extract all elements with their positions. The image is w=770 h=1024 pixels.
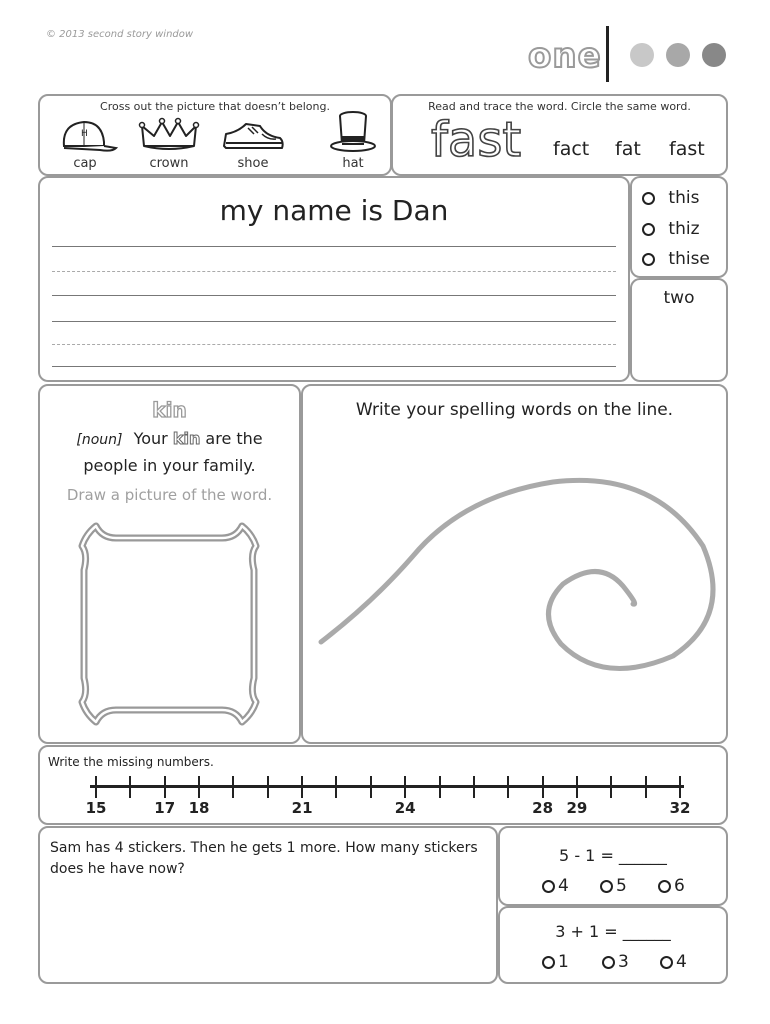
number-line-tick <box>95 776 97 798</box>
picture-cap[interactable] <box>50 116 120 174</box>
vocab-def-post: are the <box>205 429 263 448</box>
picture-label-shoe: shoe <box>237 156 269 171</box>
trace-word-box <box>391 94 728 176</box>
spelling-option-1-text: this <box>668 188 700 208</box>
spelling-choice-box <box>630 176 728 278</box>
day-word: one <box>528 36 602 76</box>
number-line-label: 15 <box>85 799 107 817</box>
number-line-tick <box>335 776 337 798</box>
number-line-tick <box>232 776 234 798</box>
number-line-tick <box>198 776 200 798</box>
number-line-tick <box>267 776 269 798</box>
writing-line-1-top <box>52 246 616 247</box>
vocab-word: kin <box>152 398 187 422</box>
word-choice-1[interactable]: fact <box>553 138 590 160</box>
picture-crown[interactable] <box>134 116 204 174</box>
number-line-box <box>38 745 728 825</box>
picture-hat[interactable] <box>318 108 388 174</box>
writing-line-1-mid <box>52 271 616 272</box>
hat-icon <box>318 108 388 156</box>
math-problem-1-box <box>498 826 728 906</box>
number-line-label: 24 <box>394 799 416 817</box>
writing-line-1-base <box>52 295 616 296</box>
math-2-option-1-text: 1 <box>558 952 569 972</box>
sentence-box <box>38 176 630 382</box>
picture-label-crown: crown <box>149 156 189 171</box>
math-1-option-3[interactable] <box>658 876 685 896</box>
word-problem-line-1: Sam has 4 stickers. Then he gets 1 more. How many stickers <box>50 840 478 856</box>
math-1-option-1-text: 4 <box>558 876 569 896</box>
number-line-tick <box>507 776 509 798</box>
spelling-spiral-box <box>301 384 728 744</box>
math-1-option-3-text: 6 <box>674 876 685 896</box>
number-line-tick <box>610 776 612 798</box>
progress-dot-3 <box>702 43 726 67</box>
number-line-tick <box>439 776 441 798</box>
trace-word-instruction: Read and trace the word. Circle the same word. <box>428 100 691 113</box>
vocab-definition <box>40 426 299 479</box>
copyright-text: © 2013 second story window <box>46 29 194 40</box>
number-line-tick <box>645 776 647 798</box>
drawing-frame[interactable] <box>66 520 272 728</box>
number-line-label: 32 <box>669 799 691 817</box>
trace-word: fast <box>431 112 522 168</box>
word-two: two <box>663 288 695 308</box>
answer-bubble[interactable] <box>542 880 555 893</box>
math-problem-2-box <box>498 906 728 984</box>
number-line-tick <box>679 776 681 798</box>
word-choice-2[interactable]: fat <box>615 138 641 160</box>
vocab-box <box>38 384 301 744</box>
word-choice-3[interactable]: fast <box>669 138 705 160</box>
number-line-tick <box>404 776 406 798</box>
math-1-option-2-text: 5 <box>616 876 627 896</box>
math-2-equation: 3 + 1 = ______ <box>555 922 671 941</box>
spelling-spiral-line[interactable] <box>303 446 726 686</box>
sentence-text: my name is Dan <box>219 194 449 227</box>
spelling-spiral-instruction: Write your spelling words on the line. <box>355 400 674 420</box>
svg-text:H: H <box>81 129 88 139</box>
answer-bubble[interactable] <box>642 253 655 266</box>
word-problem-line-2: does he have now? <box>50 861 185 877</box>
math-2-option-3[interactable] <box>660 952 687 972</box>
picture-label-cap: cap <box>73 156 97 171</box>
answer-bubble[interactable] <box>642 192 655 205</box>
answer-bubble[interactable] <box>660 956 673 969</box>
number-line <box>40 747 726 823</box>
vocab-def-pre: Your <box>133 429 168 448</box>
vocab-def-word: kin <box>172 429 201 448</box>
number-line-axis <box>90 785 684 788</box>
answer-bubble[interactable] <box>642 223 655 236</box>
math-2-option-1[interactable] <box>542 952 569 972</box>
number-line-tick <box>473 776 475 798</box>
math-1-option-1[interactable] <box>542 876 569 896</box>
answer-bubble[interactable] <box>658 880 671 893</box>
picture-label-hat: hat <box>342 156 364 171</box>
progress-dot-2 <box>666 43 690 67</box>
number-line-label: 21 <box>291 799 313 817</box>
number-line-tick <box>576 776 578 798</box>
number-line-tick <box>164 776 166 798</box>
spelling-option-2[interactable] <box>642 219 700 239</box>
odd-one-out-box <box>38 94 392 176</box>
answer-bubble[interactable] <box>542 956 555 969</box>
header-divider <box>606 26 609 82</box>
number-line-label: 29 <box>566 799 588 817</box>
word-two-box <box>630 278 728 382</box>
answer-bubble[interactable] <box>600 880 613 893</box>
writing-line-2-base <box>52 366 616 367</box>
math-1-equation: 5 - 1 = ______ <box>559 846 667 865</box>
vocab-part-of-speech: [noun] <box>76 432 123 448</box>
math-2-option-3-text: 4 <box>676 952 687 972</box>
spelling-option-3[interactable] <box>642 249 710 269</box>
picture-shoe[interactable] <box>218 116 288 174</box>
draw-instruction: Draw a picture of the word. <box>66 486 273 504</box>
number-line-tick <box>370 776 372 798</box>
math-2-option-2[interactable] <box>602 952 629 972</box>
spelling-option-3-text: thise <box>668 249 710 269</box>
writing-line-2-top <box>52 321 616 322</box>
crown-icon <box>134 116 204 156</box>
vocab-def-line2: people in your family. <box>83 456 256 475</box>
math-2-option-2-text: 3 <box>618 952 629 972</box>
number-line-instruction: Write the missing numbers. <box>48 755 214 769</box>
answer-bubble[interactable] <box>602 956 615 969</box>
word-problem-text <box>50 838 478 880</box>
spelling-option-2-text: thiz <box>668 219 700 239</box>
word-problem-box <box>38 826 498 984</box>
number-line-tick <box>542 776 544 798</box>
number-line-tick <box>129 776 131 798</box>
number-line-label: 18 <box>188 799 210 817</box>
shoe-icon <box>218 116 288 156</box>
math-1-option-2[interactable] <box>600 876 627 896</box>
odd-one-out-instruction: Cross out the picture that doesn’t belong. <box>100 100 330 113</box>
progress-dot-1 <box>630 43 654 67</box>
number-line-tick <box>301 776 303 798</box>
writing-line-2-mid <box>52 344 616 345</box>
number-line-label: 17 <box>154 799 176 817</box>
number-line-label: 28 <box>532 799 554 817</box>
cap-icon <box>50 116 120 156</box>
spelling-option-1[interactable] <box>642 188 699 208</box>
